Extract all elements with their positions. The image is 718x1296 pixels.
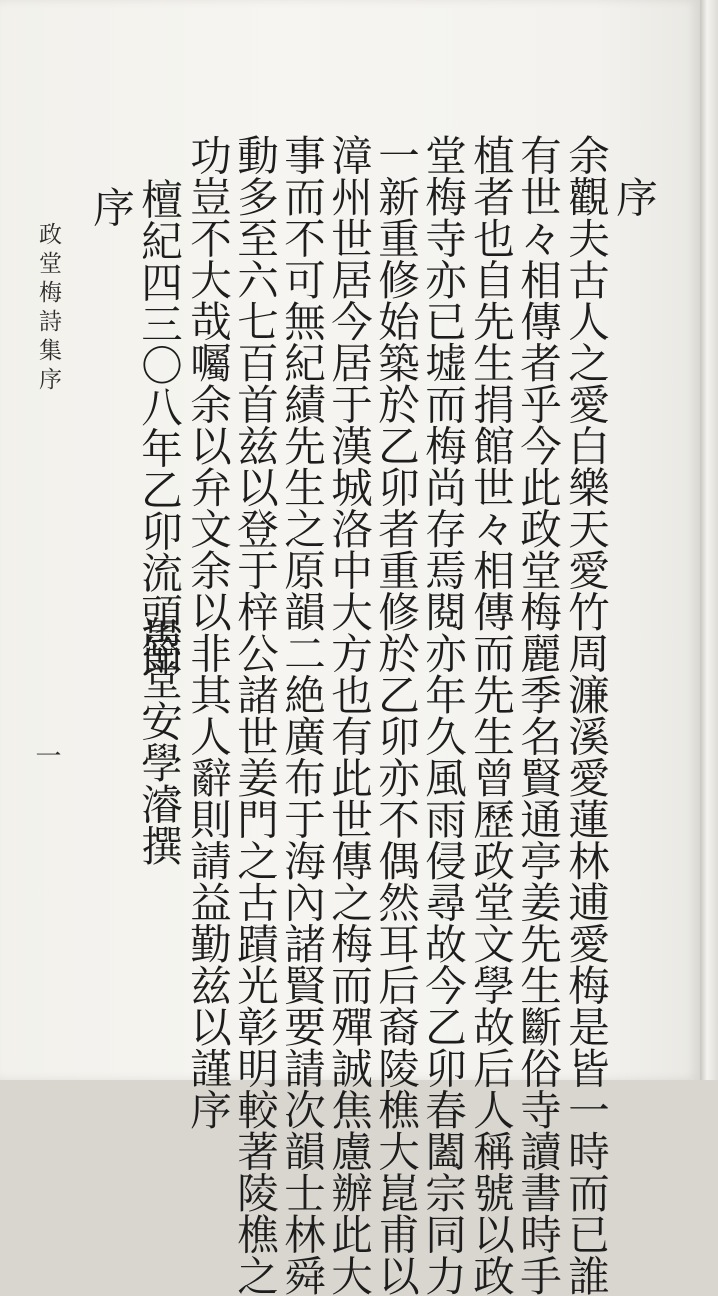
body-column-8: 動多至六七百首兹以登于梓公諸世姜門之古蹟光彰明較著陵樵之 (230, 134, 279, 1296)
page-edge (700, 0, 718, 1080)
page-number: 一 (31, 742, 61, 768)
body-column-3: 植者也自先生捐館世々相傳而先生曾歷政堂文學故后人稱號以政 (466, 134, 515, 1296)
body-column-2: 有世々相傳者乎今此政堂梅麗季名賢通亭姜先生斷俗寺讀書時手 (513, 134, 562, 1296)
author-line: 愚堂安學濬撰 (134, 617, 183, 866)
body-column-7: 事而不可無紀績先生之原韻二絶廣布于海內諸賢要請次韻士林舜 (277, 134, 326, 1296)
body-column-5: 一新重修始築於乙卯者重修於乙卯亦不偶然耳后裔陵樵大崑甫以 (371, 134, 420, 1296)
body-column-9: 功豈不大哉囑余以弁文余以非其人辭則請益勤兹以謹序 (183, 134, 232, 1130)
closing-heading: 序 (86, 186, 135, 228)
body-column-4: 堂梅寺亦已墟而梅尚存焉閱亦年久風雨侵尋故今乙卯春闔宗同力 (418, 134, 467, 1296)
running-title: 政堂梅詩集序 (35, 222, 61, 396)
date-line: 檀紀四三〇八年乙卯流頭節 (134, 178, 183, 676)
body-column-6: 漳州世居今居于漢城洛中大方也有此世傳之梅而殫誠焦慮辦此大 (324, 134, 373, 1296)
body-column-1: 余觀夫古人之愛白樂天愛竹周濂溪愛蓮林逋愛梅是皆一時而已誰 (561, 134, 610, 1296)
preface-heading: 序 (609, 176, 658, 218)
